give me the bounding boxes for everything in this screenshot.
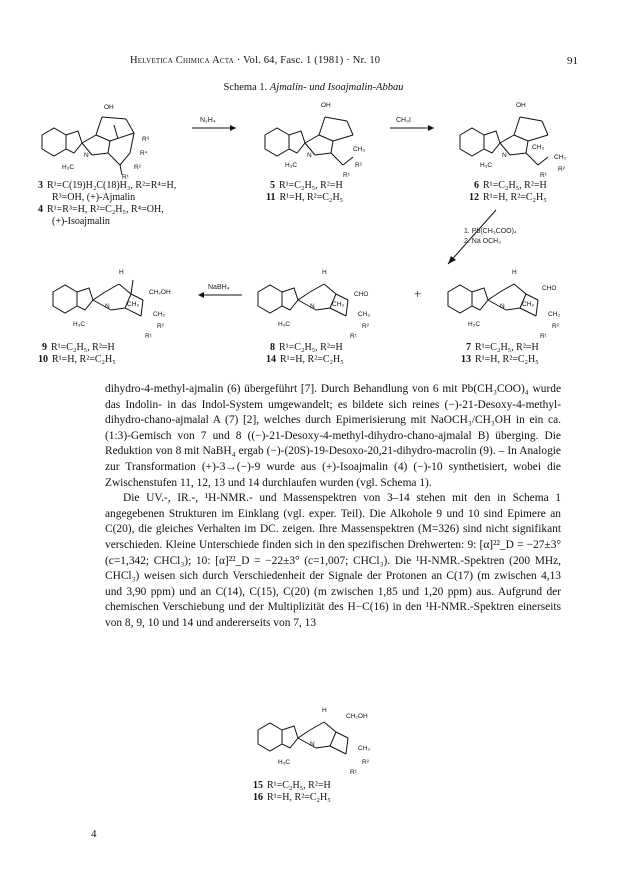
ch2oh-label: CH₂OH [149, 289, 171, 296]
label-10: 10 R¹=H, R²=C₂H₅ [38, 354, 116, 365]
ch3-label: CH₃ [358, 745, 371, 752]
oh-label: OH [516, 102, 526, 109]
structure-15-16 [250, 700, 390, 782]
n-label: N [105, 303, 110, 310]
r2-label: R² [552, 323, 559, 330]
label-11: 11 R¹=H, R²=C₂H₅ [266, 192, 344, 203]
ch3-label-2: CH₃ [358, 311, 371, 318]
schema-title-text: Ajmalin- und Isoajmalin-Abbau [269, 82, 404, 93]
journal-name: Helvetica Chimica Acta [130, 55, 234, 66]
label-3-cont: R³=OH, (+)-Ajmalin [52, 192, 136, 203]
cho-label: CHO [542, 285, 557, 292]
r2-label: R² [157, 323, 164, 330]
h-label: H [512, 269, 517, 276]
r1-label: R¹ [145, 333, 152, 340]
h3c-label: H₃C [285, 162, 298, 169]
label-4-cont: (+)-Isoajmalin [52, 216, 110, 227]
h3c-label: H₃C [480, 162, 493, 169]
schema-title-prefix: Schema 1. [223, 82, 268, 93]
issue-info: · Vol. 64, Fasc. 1 (1981) · Nr. 10 [236, 55, 381, 66]
label-4: 4 R¹=R³=H, R²=C₂H₅, R⁴=OH, [38, 204, 164, 215]
paragraph-1: dihydro-4-methyl-ajmalin (6) übergeführt [7]. Durch Behandlung von 6 mit Pb(CH₃COO)₄ wurde das Indolin- in das Indol-System umgewandelt; es bildete sich reines (−)-21-Desoxy-4-methyl-dihydro-chano-ajmalal A (7) [2], welches durch Epimerisierung mit NaOCH₃/CH₃OH in ein ca. (1:3)-Gemisch von 7 und 8 ((−)-21-Desoxy-4-methyl-dihydro-chano-ajmalal B) überging. Die Reduktion von 8 mit NaBH₄ ergab (−)-(20S)-19-Desoxo-20,21-dihydro-macrolin (9). – In Analogie zur Transformation (+)-3→(−)-9 wurde aus (+)-Isoajmalin (4) (−)-10 synthetisiert, wobei die Zwischenstufen 11, 12, 13 und 14 durchlaufen wurden (vgl. Schema 1). [105, 383, 561, 489]
ch3-label-2: CH₃ [153, 311, 166, 318]
h3c-label: H₃C [278, 321, 291, 328]
ch3-label: CH₃ [332, 301, 345, 308]
n-label: N [84, 152, 89, 159]
h3c-label: H₃C [62, 164, 75, 171]
r2-label: R² [134, 164, 141, 171]
structure-3-4 [30, 95, 170, 180]
label-14: 14 R¹=H, R²=C₂H₅ [266, 354, 344, 365]
ch3-label-2: CH₃ [554, 154, 567, 161]
r2-label: R² [362, 759, 369, 766]
label-3: 3 R¹=C(19)H₂C(18)H₃, R²=R⁴=H, [38, 180, 177, 191]
h3c-label: H₃C [468, 321, 481, 328]
label-12: 12 R¹=H, R²=C₂H₅ [469, 192, 547, 203]
r2-label: R² [362, 323, 369, 330]
label-6: 6 R¹=C₂H₅, R²=H [474, 180, 547, 191]
r4-label: R⁴ [140, 150, 148, 157]
r1-label: R¹ [540, 333, 547, 340]
h-label: H [322, 707, 327, 714]
r1-label: R¹ [343, 172, 350, 179]
ch3-label: CH₃ [532, 144, 545, 151]
label-16: 16 R¹=H, R²=C₂H₅ [253, 792, 331, 803]
cho-label: CHO [354, 291, 369, 298]
r2-label: R² [355, 162, 362, 169]
reagent-4: NaBH₄ [208, 284, 230, 291]
structure-8-14 [250, 262, 390, 344]
n-label: N [500, 303, 505, 310]
ch3-label: CH₃ [522, 301, 535, 308]
label-15: 15 R¹=C₂H₅, R²=H [253, 780, 331, 791]
label-13: 13 R¹=H, R²=C₂H₅ [461, 354, 539, 365]
footer-page-mark: 4 [91, 828, 97, 840]
r2-label: R² [558, 166, 565, 173]
structure-9-10 [45, 262, 185, 344]
plus-sign: + [414, 286, 422, 301]
structure-7-13 [440, 262, 580, 344]
n-label: N [307, 152, 312, 159]
h-label: H [119, 269, 124, 276]
label-5: 5 R¹=C₂H₅, R²=H [270, 180, 343, 191]
schema-title [0, 82, 627, 93]
r3-label: R³ [142, 136, 149, 143]
label-8: 8 R¹=C₂H₅, R²=H [270, 342, 343, 353]
label-9: 9 R¹=C₂H₅, R²=H [42, 342, 115, 353]
label-7: 7 R¹=C₂H₅, R²=H [466, 342, 539, 353]
n-label: N [310, 303, 315, 310]
structure-5-11 [255, 95, 375, 180]
ch3-label: CH₃ [353, 146, 366, 153]
r1-label: R¹ [540, 172, 547, 179]
structure-6-12 [450, 95, 580, 180]
reagent-1: N₂H₄ [200, 117, 216, 124]
reagent-2: CH₃I [396, 117, 411, 124]
oh-label: OH [321, 102, 331, 109]
reagent-3a: 1. Pb(CH₃COO)₄ [464, 228, 517, 235]
ch3-label-2: CH₃ [548, 311, 561, 318]
n-label: N [310, 741, 315, 748]
article-body [105, 382, 561, 632]
page-number: 91 [567, 55, 578, 67]
r1-label: R¹ [122, 174, 129, 180]
h3c-label: H₃C [278, 759, 291, 766]
oh-label: OH [104, 104, 114, 111]
paragraph-2: Die UV.-, IR.-, ¹H-NMR.- und Massenspektren von 3–14 stehen mit den in Schema 1 angegebenen Strukturen im Einklang (vgl. exper. Teil). Die Alkohole 9 und 10 sind Epimere an C(20), die gleiches Verhalten im DC. zeigen. Ihre Massenspektren (M=326) sind nicht signifikant verschieden. Kleine Unterschiede finden sich in den spezifischen Drehwerten: 9: [α]²²_D = −27±3° (c=1,342; CHCl₃); 10: [α]²²_D = −22±3° (c=1,007; CHCl₃). Die ¹H-NMR.-Spektren (200 MHz, CHCl₃) weisen sich durch Verschiedenheit der Signale der Protonen an C(17) (m zwischen 4,13 und 3,90 ppm) und an C(14), C(15), C(20) (m zwischen 1,85 und 1,20 ppm) aus. Aufgrund der chemischen Verschiebung und der Multiplizität des H−C(16) in den ¹H-NMR.-Spektren einerseits von 8, 9, 10 und 14 und andererseits von 7, 13 [105, 492, 561, 629]
r1-label: R¹ [350, 333, 357, 340]
n-label: N [502, 152, 507, 159]
ch3-label: CH₃ [127, 301, 140, 308]
ch2oh-label: CH₂OH [346, 713, 368, 720]
h3c-label: H₃C [73, 321, 86, 328]
reagent-3b: 2. Na OCH₃ [464, 238, 502, 245]
running-header [130, 55, 510, 66]
r1-label: R¹ [350, 769, 357, 776]
h-label: H [322, 269, 327, 276]
